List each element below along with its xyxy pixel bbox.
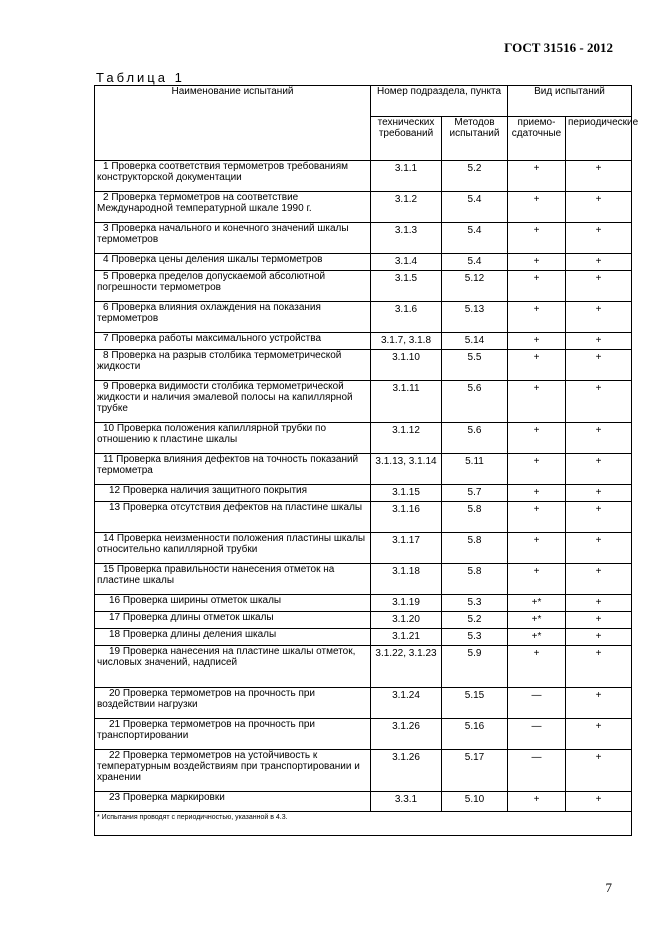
tech-req-cell: 3.1.24 — [371, 688, 442, 719]
header-tech: технических требований — [371, 117, 442, 161]
method-cell: 5.4 — [442, 223, 508, 254]
method-cell: 5.16 — [442, 719, 508, 750]
acceptance-cell: + — [508, 223, 566, 254]
acceptance-cell: — — [508, 750, 566, 792]
tech-req-cell: 3.1.13, 3.1.14 — [371, 454, 442, 485]
tech-req-cell: 3.1.18 — [371, 564, 442, 595]
method-cell: 5.12 — [442, 271, 508, 302]
periodic-cell: + — [566, 595, 632, 612]
test-name-cell: 14 Проверка неизменности положения пластины шкалы относительно капиллярной трубки — [95, 533, 371, 564]
acceptance-cell: + — [508, 161, 566, 192]
periodic-cell: + — [566, 502, 632, 533]
tech-req-cell: 3.1.10 — [371, 350, 442, 381]
test-name-cell: 8 Проверка на разрыв столбика термометрической жидкости — [95, 350, 371, 381]
table-row — [95, 688, 632, 719]
test-name-cell: 11 Проверка влияния дефектов на точность показаний термометра — [95, 454, 371, 485]
method-cell: 5.6 — [442, 423, 508, 454]
method-cell: 5.8 — [442, 502, 508, 533]
table-row — [95, 502, 632, 533]
test-name-cell: 9 Проверка видимости столбика термометрической жидкости и наличия эмалевой полосы на капиллярной трубке — [95, 381, 371, 423]
test-name-cell: 1 Проверка соответствия термометров требованиям конструкторской документации — [95, 161, 371, 192]
page-number: 7 — [605, 880, 612, 895]
test-name-cell: 23 Проверка маркировки — [95, 792, 371, 812]
method-cell: 5.11 — [442, 454, 508, 485]
test-name-cell: 7 Проверка работы максимального устройства — [95, 333, 371, 350]
method-cell: 5.14 — [442, 333, 508, 350]
test-name-cell: 16 Проверка ширины отметок шкалы — [95, 595, 371, 612]
table-row — [95, 333, 632, 350]
periodic-cell: + — [566, 333, 632, 350]
table-row — [95, 254, 632, 271]
tech-req-cell: 3.1.16 — [371, 502, 442, 533]
table-row — [95, 612, 632, 629]
periodic-cell: + — [566, 750, 632, 792]
tech-req-cell: 3.1.3 — [371, 223, 442, 254]
acceptance-cell: — — [508, 719, 566, 750]
footnote: * Испытания проводят с периодичностью, указанной в 4.3. — [95, 812, 632, 836]
test-name-cell: 5 Проверка пределов допускаемой абсолютной погрешности термометров — [95, 271, 371, 302]
test-name-cell: 12 Проверка наличия защитного покрытия — [95, 485, 371, 502]
tech-req-cell: 3.1.4 — [371, 254, 442, 271]
acceptance-cell: + — [508, 454, 566, 485]
method-cell: 5.9 — [442, 646, 508, 688]
acceptance-cell: +* — [508, 595, 566, 612]
method-cell: 5.4 — [442, 254, 508, 271]
table-row — [95, 192, 632, 223]
test-name-cell: 10 Проверка положения капиллярной трубки по отношению к пластине шкалы — [95, 423, 371, 454]
table-row — [95, 271, 632, 302]
table-caption: Таблица 1 — [96, 70, 185, 85]
periodic-cell: + — [566, 454, 632, 485]
tech-req-cell: 3.1.11 — [371, 381, 442, 423]
method-cell: 5.10 — [442, 792, 508, 812]
acceptance-cell: + — [508, 192, 566, 223]
test-name-cell: 15 Проверка правильности нанесения отметок на пластине шкалы — [95, 564, 371, 595]
periodic-cell: + — [566, 381, 632, 423]
acceptance-cell: +* — [508, 612, 566, 629]
test-name-cell: 22 Проверка термометров на устойчивость к температурным воздействиям при транспортировании и хранении — [95, 750, 371, 792]
periodic-cell: + — [566, 792, 632, 812]
table-row — [95, 350, 632, 381]
acceptance-cell: + — [508, 254, 566, 271]
acceptance-cell: + — [508, 533, 566, 564]
table-row — [95, 454, 632, 485]
header-periodic: периодические — [566, 117, 632, 161]
table-row — [95, 750, 632, 792]
periodic-cell: + — [566, 223, 632, 254]
acceptance-cell: + — [508, 271, 566, 302]
method-cell: 5.15 — [442, 688, 508, 719]
table-row — [95, 485, 632, 502]
periodic-cell: + — [566, 350, 632, 381]
test-name-cell: 6 Проверка влияния охлаждения на показания термометров — [95, 302, 371, 333]
method-cell: 5.2 — [442, 161, 508, 192]
method-cell: 5.5 — [442, 350, 508, 381]
method-cell: 5.6 — [442, 381, 508, 423]
tech-req-cell: 3.1.22, 3.1.23 — [371, 646, 442, 688]
acceptance-cell: + — [508, 333, 566, 350]
periodic-cell: + — [566, 254, 632, 271]
periodic-cell: + — [566, 629, 632, 646]
header-section-group: Номер подраздела, пункта — [371, 86, 508, 117]
periodic-cell: + — [566, 719, 632, 750]
tech-req-cell: 3.1.5 — [371, 271, 442, 302]
tests-table — [94, 85, 639, 836]
header-methods: Методов испытаний — [442, 117, 508, 161]
table-row — [95, 302, 632, 333]
table-body — [95, 161, 632, 812]
periodic-cell: + — [566, 688, 632, 719]
table-row — [95, 381, 632, 423]
method-cell: 5.13 — [442, 302, 508, 333]
test-name-cell: 20 Проверка термометров на прочность при воздействии нагрузки — [95, 688, 371, 719]
method-cell: 5.3 — [442, 629, 508, 646]
test-name-cell: 3 Проверка начального и конечного значений шкалы термометров — [95, 223, 371, 254]
method-cell: 5.4 — [442, 192, 508, 223]
acceptance-cell: + — [508, 646, 566, 688]
periodic-cell: + — [566, 271, 632, 302]
tech-req-cell: 3.1.26 — [371, 719, 442, 750]
method-cell: 5.17 — [442, 750, 508, 792]
table-row — [95, 629, 632, 646]
test-name-cell: 21 Проверка термометров на прочность при транспортировании — [95, 719, 371, 750]
tech-req-cell: 3.1.2 — [371, 192, 442, 223]
table-row — [95, 423, 632, 454]
periodic-cell: + — [566, 423, 632, 454]
periodic-cell: + — [566, 302, 632, 333]
method-cell: 5.7 — [442, 485, 508, 502]
method-cell: 5.2 — [442, 612, 508, 629]
tech-req-cell: 3.1.20 — [371, 612, 442, 629]
tech-req-cell: 3.3.1 — [371, 792, 442, 812]
periodic-cell: + — [566, 192, 632, 223]
periodic-cell: + — [566, 564, 632, 595]
table-row — [95, 533, 632, 564]
acceptance-cell: + — [508, 381, 566, 423]
method-cell: 5.8 — [442, 533, 508, 564]
method-cell: 5.3 — [442, 595, 508, 612]
header-name: Наименование испытаний — [95, 86, 371, 161]
tech-req-cell: 3.1.12 — [371, 423, 442, 454]
acceptance-cell: + — [508, 485, 566, 502]
acceptance-cell: + — [508, 302, 566, 333]
acceptance-cell: + — [508, 502, 566, 533]
tech-req-cell: 3.1.15 — [371, 485, 442, 502]
table-row — [95, 646, 632, 688]
tech-req-cell: 3.1.6 — [371, 302, 442, 333]
acceptance-cell: + — [508, 564, 566, 595]
table-row — [95, 792, 632, 812]
tech-req-cell: 3.1.26 — [371, 750, 442, 792]
test-name-cell: 2 Проверка термометров на соответствие Международной температурной шкале 1990 г. — [95, 192, 371, 223]
document-id: ГОСТ 31516 - 2012 — [504, 40, 613, 55]
periodic-cell: + — [566, 646, 632, 688]
periodic-cell: + — [566, 161, 632, 192]
acceptance-cell: + — [508, 792, 566, 812]
table-row — [95, 719, 632, 750]
tech-req-cell: 3.1.19 — [371, 595, 442, 612]
header-kind-group: Вид испытаний — [508, 86, 632, 117]
test-name-cell: 18 Проверка длины деления шкалы — [95, 629, 371, 646]
tech-req-cell: 3.1.17 — [371, 533, 442, 564]
acceptance-cell: + — [508, 350, 566, 381]
table-row — [95, 223, 632, 254]
tech-req-cell: 3.1.21 — [371, 629, 442, 646]
test-name-cell: 13 Проверка отсутствия дефектов на пластине шкалы — [95, 502, 371, 533]
test-name-cell: 17 Проверка длины отметок шкалы — [95, 612, 371, 629]
periodic-cell: + — [566, 612, 632, 629]
periodic-cell: + — [566, 533, 632, 564]
table-row — [95, 564, 632, 595]
periodic-cell: + — [566, 485, 632, 502]
tech-req-cell: 3.1.7, 3.1.8 — [371, 333, 442, 350]
method-cell: 5.8 — [442, 564, 508, 595]
tech-req-cell: 3.1.1 — [371, 161, 442, 192]
acceptance-cell: — — [508, 688, 566, 719]
table-row — [95, 161, 632, 192]
header-acceptance: приемо-сдаточные — [508, 117, 566, 161]
acceptance-cell: + — [508, 423, 566, 454]
test-name-cell: 4 Проверка цены деления шкалы термометров — [95, 254, 371, 271]
table-row — [95, 595, 632, 612]
test-name-cell: 19 Проверка нанесения на пластине шкалы отметок, числовых значений, надписей — [95, 646, 371, 688]
acceptance-cell: +* — [508, 629, 566, 646]
